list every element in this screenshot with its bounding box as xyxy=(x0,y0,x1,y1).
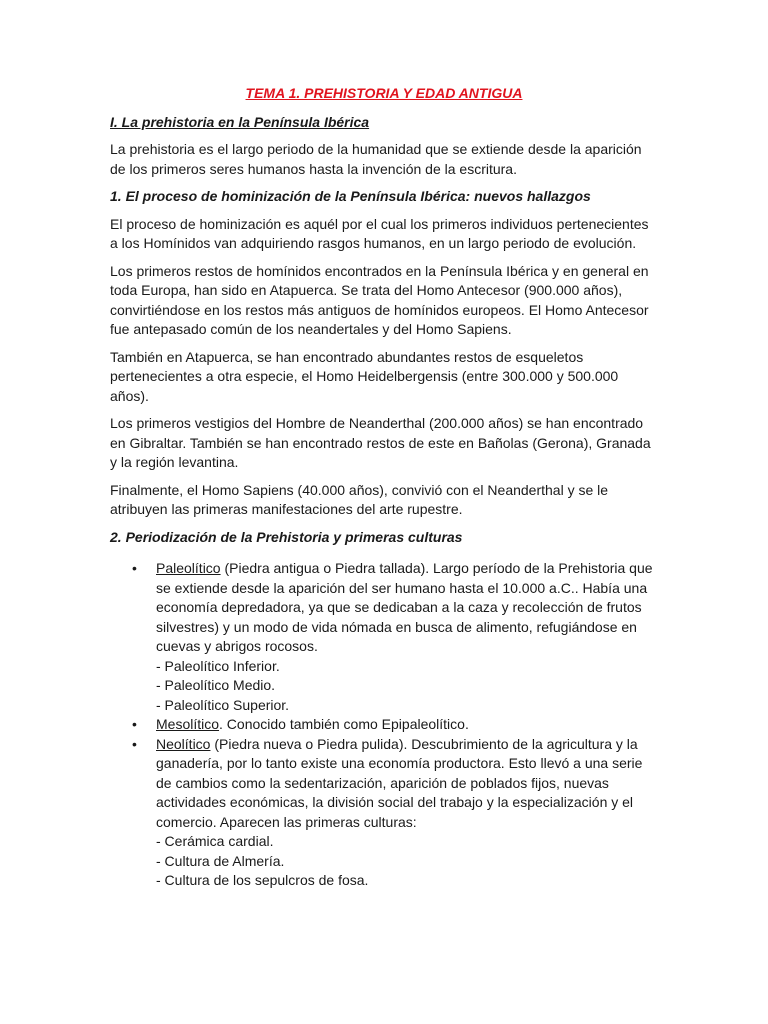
section-heading: I. La prehistoria en la Península Ibérica xyxy=(110,113,370,130)
period-description: (Piedra nueva o Piedra pulida). Descubrimiento de la agricultura y la ganadería, por lo tanto existe una economía productora. Esto llevó a una serie de cambios como la sedentarización, aparición de poblados fijos, nuevas actividades económicas, la división social del trabajo y la especialización y el comercio. Aparecen las primeras culturas: xyxy=(156,735,643,830)
document-title: TEMA 1. PREHISTORIA Y EDAD ANTIGUA xyxy=(245,85,523,101)
sub-item: - Cerámica cardial. xyxy=(156,833,274,849)
period-description: . Conocido también como Epipaleolítico. xyxy=(219,716,469,732)
subsection-2-heading: 2. Periodización de la Prehistoria y primeras culturas xyxy=(110,528,463,545)
list-item xyxy=(110,559,658,715)
period-term: Neolítico xyxy=(156,735,211,752)
subsection-1-heading: 1. El proceso de hominización de la Península Ibérica: nuevos hallazgos xyxy=(110,188,591,204)
sub-item: - Paleolítico Medio. xyxy=(156,677,276,693)
period-description: (Piedra antigua o Piedra tallada). Largo período de la Prehistoria que se extiende desde la aparición del ser humano hasta el 10.000 a.C.. Había una economía depredadora, ya que se dedicaban a la caza y recolección de frutos silvestres) y un modo de vida nómada en busca de alimento, refugiándose en cuevas y abrigos rocosos. xyxy=(156,560,653,654)
paragraph: Los primeros restos de homínidos encontrados en la Península Ibérica y en general en toda Europa, han sido en Atapuerca. Se trata del Homo Antecesor (900.000 años), convirtiéndose en los restos más antiguos de homínidos europeos. El Homo Antecesor fue antepasado común de los neandertales y del Homo Sapiens. xyxy=(110,262,649,337)
sub-item: - Cultura de Almería. xyxy=(156,852,285,869)
bullet-icon: • xyxy=(132,716,137,732)
periods-list xyxy=(110,559,658,891)
period-term: Mesolítico xyxy=(156,716,220,732)
period-term: Paleolítico xyxy=(156,560,221,576)
paragraph: Los primeros vestigios del Hombre de Neanderthal (200.000 años) se han encontrado en Gibraltar. También se han encontrado restos de este en Bañolas (Gerona), Granada y la región levantina. xyxy=(110,415,651,470)
paragraph: El proceso de hominización es aquél por el cual los primeros individuos pertenecientes a los Homínidos van adquiriendo rasgos humanos, en un largo periodo de evolución. xyxy=(110,215,649,251)
list-item xyxy=(110,735,658,891)
list-item xyxy=(110,715,658,735)
paragraph: También en Atapuerca, se han encontrado abundantes restos de esqueletos pertenecientes a otra especie, el Homo Heidelbergensis (entre 300.000 y 500.000 años). xyxy=(110,348,619,404)
sub-item: - Paleolítico Superior. xyxy=(156,696,290,713)
intro-paragraph: La prehistoria es el largo periodo de la humanidad que se extiende desde la aparición de los primeros seres humanos hasta la invención de la escritura. xyxy=(110,141,642,177)
paragraph: Finalmente, el Homo Sapiens (40.000 años), convivió con el Neanderthal y se le atribuyen las primeras manifestaciones del arte rupestre. xyxy=(110,481,609,517)
sub-item: - Paleolítico Inferior. xyxy=(156,657,280,674)
bullet-icon: • xyxy=(132,560,137,576)
sub-item: - Cultura de los sepulcros de fosa. xyxy=(156,872,369,888)
bullet-icon: • xyxy=(132,735,137,752)
